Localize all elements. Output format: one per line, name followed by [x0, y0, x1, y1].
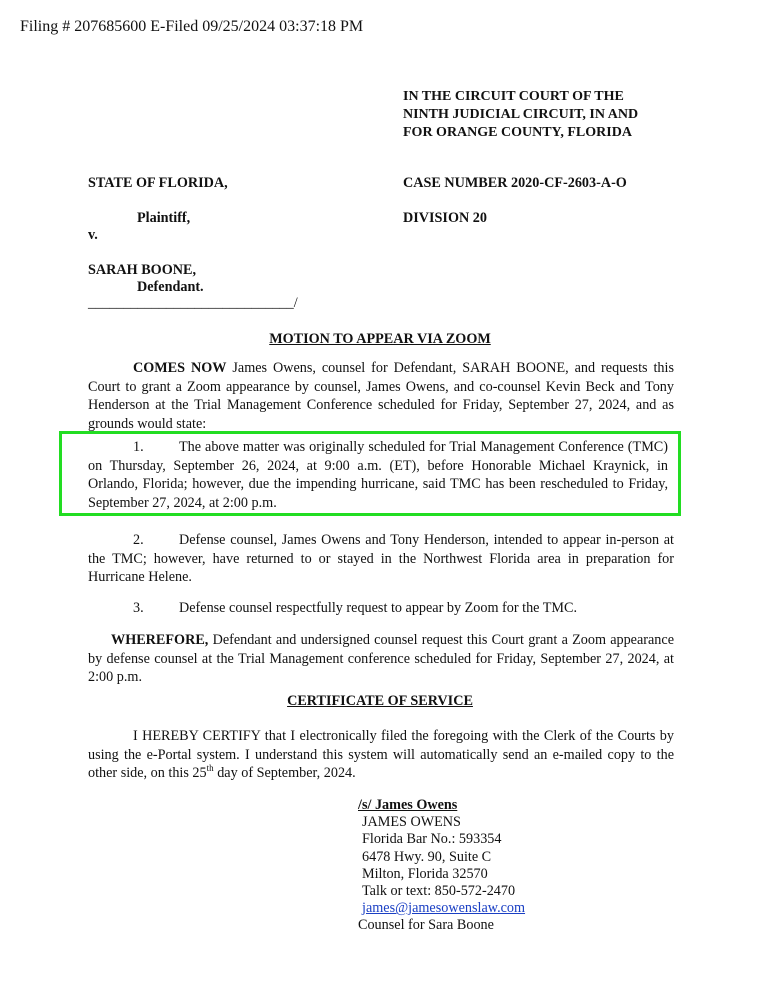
- intro-paragraph: [88, 359, 674, 433]
- certificate-text: I HEREBY CERTIFY that I electronically filed the foregoing with the Clerk of the Courts by using the e-Portal system. I understand this system will automatically send an e-mailed copy to the other side, on this 25: [88, 728, 674, 782]
- item-3-text: Defense counsel respectfully request to appear by Zoom for the TMC.: [179, 600, 578, 616]
- plaintiff-name: STATE OF FLORIDA,: [88, 175, 228, 191]
- filing-header: Filing # 207685600 E-Filed 09/25/2024 03:37:18 PM: [20, 18, 364, 35]
- division: DIVISION 20: [403, 210, 487, 226]
- certificate-paragraph: [88, 727, 674, 783]
- item-1: [88, 438, 668, 512]
- address-line-2: Milton, Florida 32570: [362, 865, 488, 882]
- defendant-name: SARAH BOONE,: [88, 262, 196, 278]
- caption-signature-line: _____________________________/: [88, 295, 298, 311]
- bar-number: Florida Bar No.: 593354: [362, 831, 502, 848]
- certificate-text-end: day of September, 2024.: [213, 765, 356, 782]
- court-line-1: IN THE CIRCUIT COURT OF THE: [403, 89, 624, 104]
- phone: Talk or text: 850-572-2470: [362, 883, 516, 900]
- address-line-1: 6478 Hwy. 90, Suite C: [362, 848, 492, 865]
- counsel-role: Counsel for Sara Boone: [358, 917, 494, 934]
- item-2-number: 2.: [133, 532, 144, 548]
- wherefore-lead: WHEREFORE,: [111, 632, 209, 648]
- item-3-number: 3.: [133, 600, 144, 616]
- intro-lead: COMES NOW: [133, 360, 227, 376]
- item-1-text: The above matter was originally scheduled for Trial Management Conference (TMC) on Thursday, September 26, 2024, at 9:00 a.m. (ET), before Honorable Michael Kraynick, in Orlando, Florida; however, due the impending hurricane, said TMC has been rescheduled to Friday, September 27, 2024, at 2:00 p.m.: [88, 439, 668, 511]
- wherefore-paragraph: [88, 631, 674, 687]
- electronic-signature: /s/ James Owens: [358, 797, 458, 813]
- email-link[interactable]: james@jamesowenslaw.com: [362, 900, 526, 917]
- signature-block: [358, 797, 525, 935]
- attorney-name: JAMES OWENS: [362, 814, 461, 831]
- item-1-number: 1.: [133, 439, 144, 455]
- intro-text: James Owens, counsel for Defendant, SARAH BOONE, and requests this Court to grant a Zoom appearance by counsel, James Owens, and co-counsel Kevin Beck and Tony Henderson at the Trial Management Conference scheduled for Friday, September 27, 2024, and as grounds would state:: [88, 360, 674, 432]
- versus: v.: [88, 227, 98, 243]
- motion-title: MOTION TO APPEAR VIA ZOOM: [269, 331, 491, 347]
- item-2-text: Defense counsel, James Owens and Tony Henderson, intended to appear in-person at the TMC; however, have returned to or stayed in the Northwest Florida area in preparation for Hurricane Helene.: [88, 532, 674, 586]
- case-number: CASE NUMBER 2020-CF-2603-A-O: [403, 175, 627, 191]
- item-3: [88, 599, 674, 618]
- court-line-2: NINTH JUDICIAL CIRCUIT, IN AND: [403, 107, 639, 122]
- certificate-title: CERTIFICATE OF SERVICE: [287, 693, 473, 709]
- defendant-role: Defendant.: [137, 279, 204, 295]
- court-heading: [403, 88, 638, 142]
- item-2: [88, 531, 674, 587]
- court-line-3: FOR ORANGE COUNTY, FLORIDA: [403, 125, 632, 140]
- plaintiff-role: Plaintiff,: [137, 210, 191, 226]
- wherefore-text: Defendant and undersigned counsel request this Court grant a Zoom appearance by defense counsel at the Trial Management conference scheduled for Friday, September 27, 2024, at 2:00 p.m.: [88, 632, 674, 686]
- certificate-ordinal: th: [206, 763, 214, 774]
